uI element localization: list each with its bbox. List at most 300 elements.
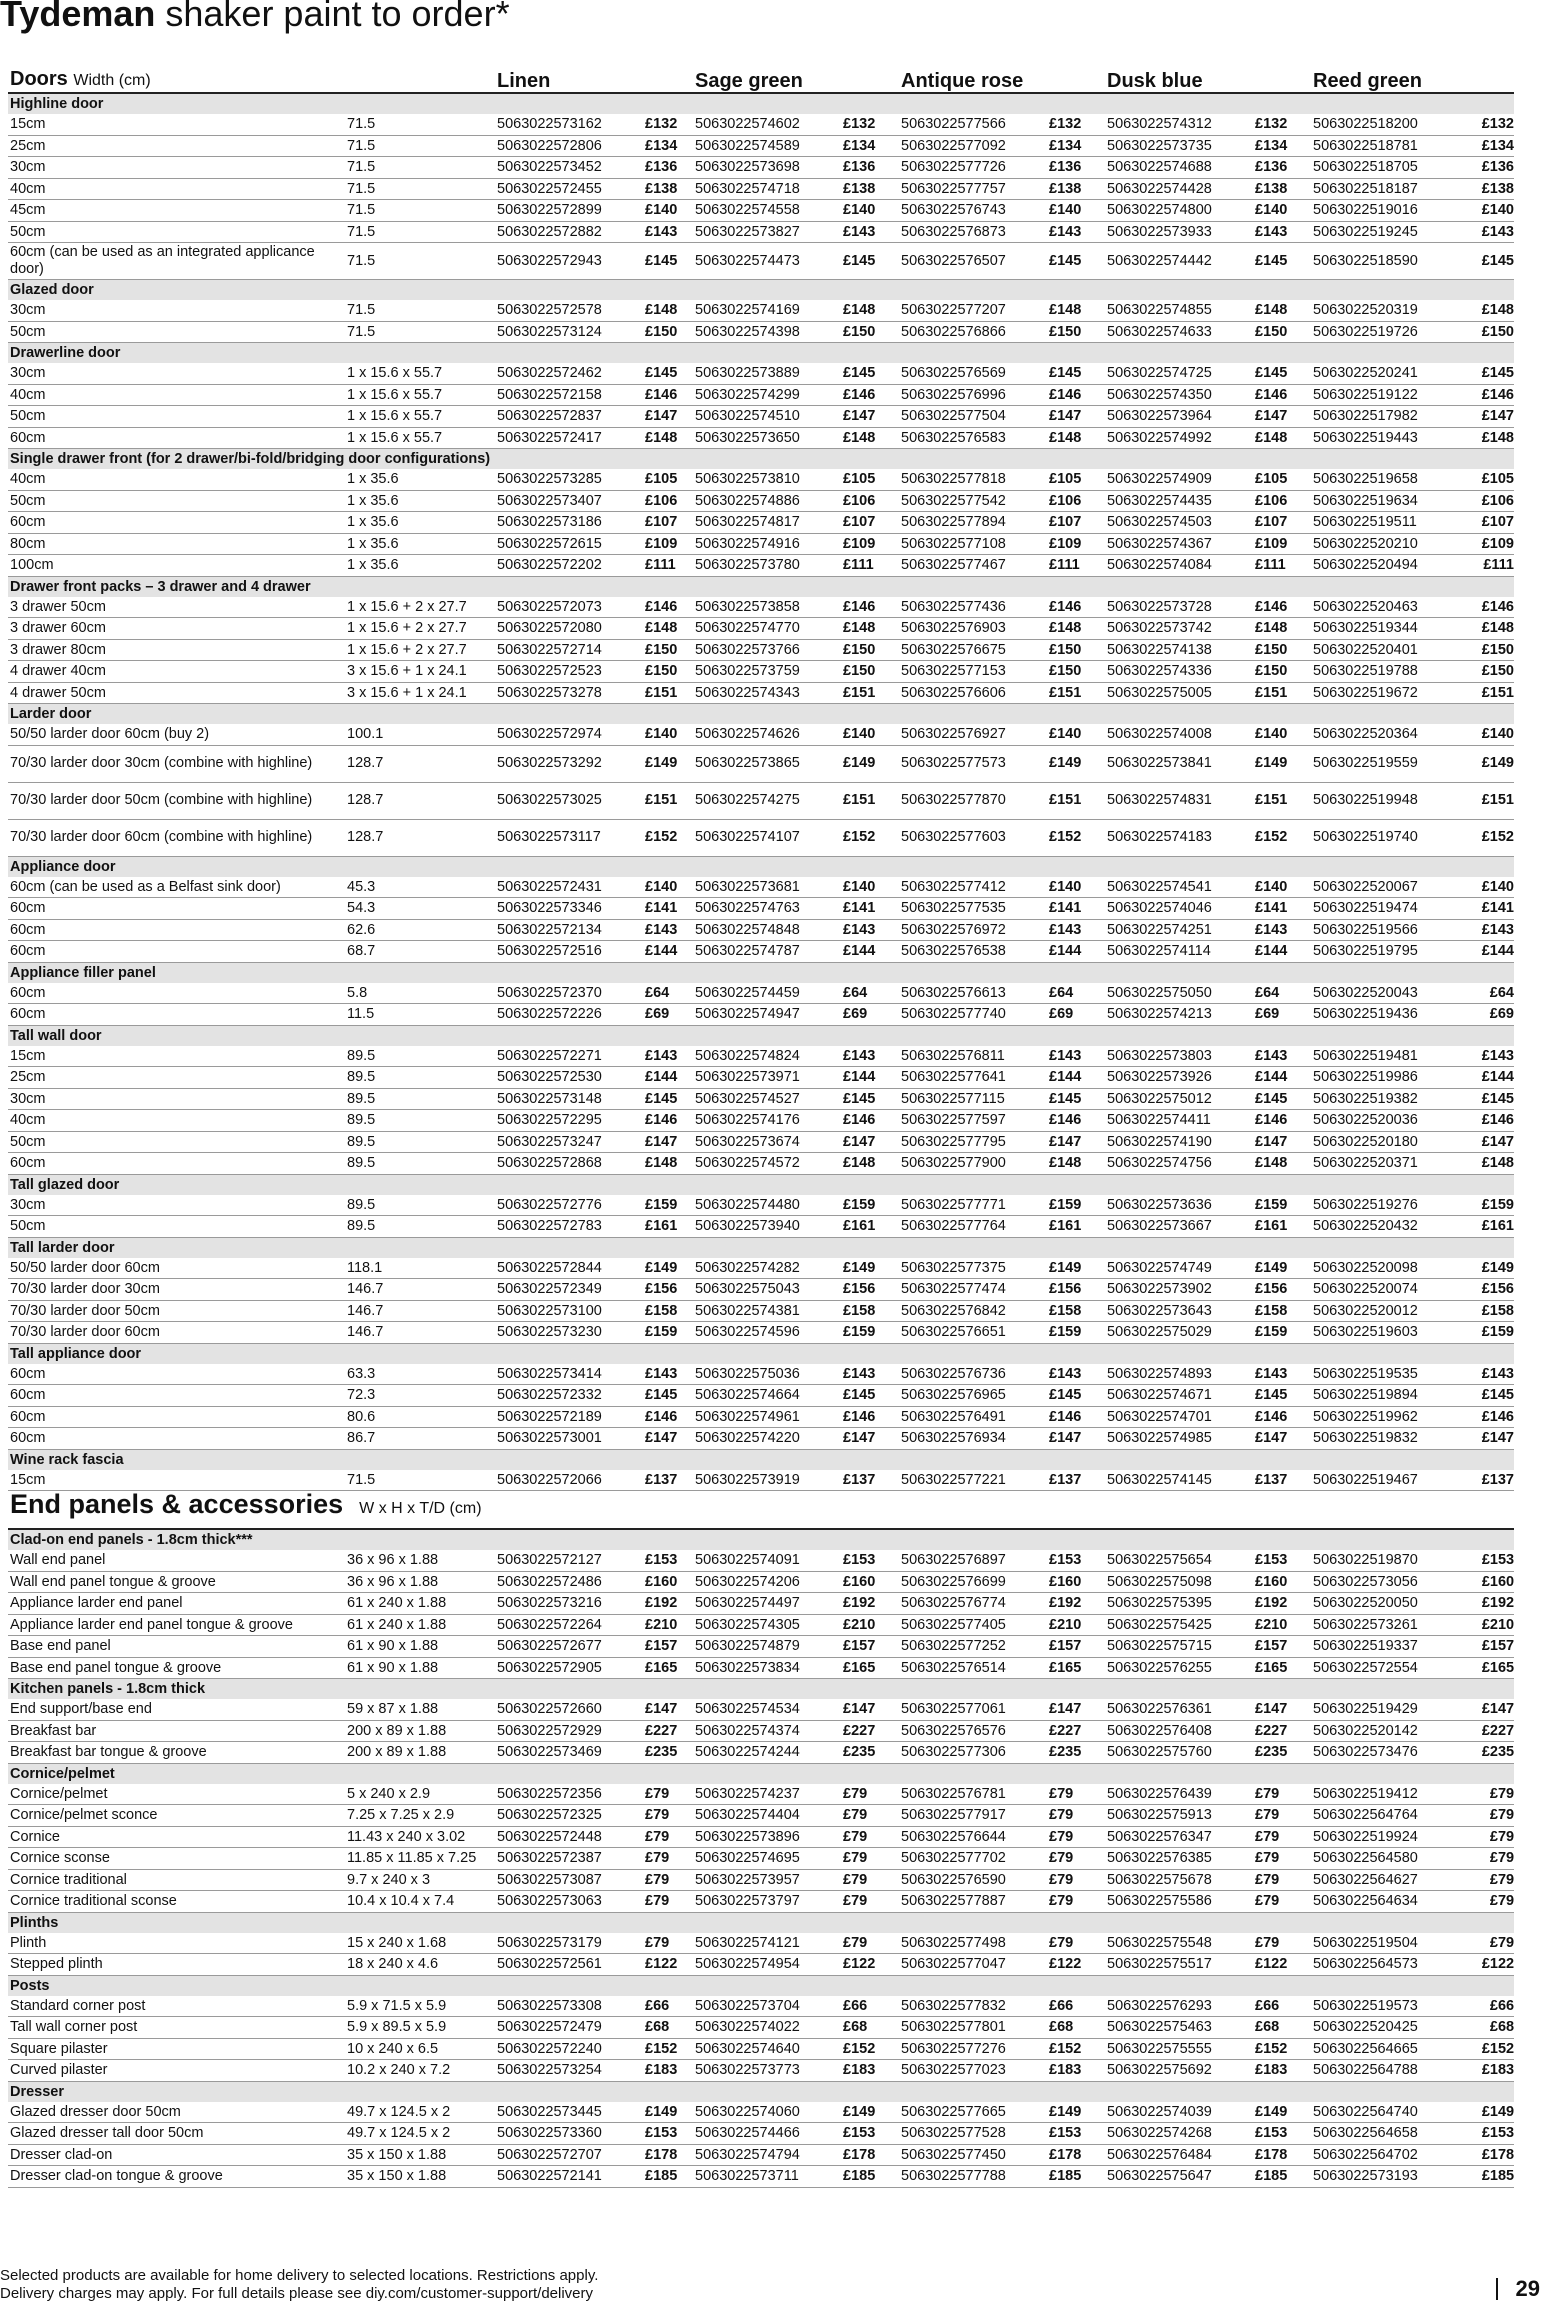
product-name: 50cm: [8, 321, 345, 343]
product-name: 70/30 larder door 30cm (combine with highline): [8, 745, 345, 782]
ean-code: 5063022573148: [495, 1088, 643, 1110]
ean-code: 5063022518705: [1311, 157, 1459, 179]
price: £147: [1459, 1699, 1514, 1720]
ean-code: 5063022576965: [899, 1385, 1047, 1407]
ean-code: 5063022573704: [693, 1996, 841, 2017]
price: £145: [1253, 1385, 1311, 1407]
product-name: 3 drawer 60cm: [8, 618, 345, 640]
ean-code: 5063022577894: [899, 512, 1047, 534]
ean-code: 5063022572189: [495, 1406, 643, 1428]
price: £105: [1047, 469, 1105, 490]
price: £132: [1253, 114, 1311, 135]
ean-code: 5063022572882: [495, 221, 643, 243]
ean-code: 5063022575463: [1105, 2017, 1253, 2039]
ean-code: 5063022574473: [693, 243, 841, 280]
ean-code: 5063022519504: [1311, 1933, 1459, 1954]
ean-code: 5063022572417: [495, 427, 643, 449]
price: £66: [643, 1996, 693, 2017]
product-name: 60cm: [8, 1153, 345, 1175]
ean-code: 5063022577436: [899, 597, 1047, 618]
dimension: 11.85 x 11.85 x 7.25: [345, 1848, 495, 1870]
price: £109: [643, 533, 693, 555]
ean-code: 5063022574046: [1105, 898, 1253, 920]
ean-code: 5063022574558: [693, 200, 841, 222]
section-header: [8, 962, 1514, 983]
price: £147: [841, 1131, 899, 1153]
price: £148: [1253, 1153, 1311, 1175]
ean-code: 5063022574251: [1105, 919, 1253, 941]
table-row: [8, 363, 1514, 384]
dimension: 1 x 35.6: [345, 533, 495, 555]
price: £192: [1047, 1593, 1105, 1615]
product-name: Tall wall corner post: [8, 2017, 345, 2039]
dimension: 35 x 150 x 1.88: [345, 2166, 495, 2188]
price: £146: [643, 384, 693, 406]
price: £153: [1047, 2123, 1105, 2145]
price: £79: [1253, 1826, 1311, 1848]
price: £79: [1047, 1891, 1105, 1913]
ean-code: 5063022572431: [495, 877, 643, 898]
ean-code: 5063022520401: [1311, 639, 1459, 661]
ean-code: 5063022574664: [693, 1385, 841, 1407]
dimension: 71.5: [345, 200, 495, 222]
ean-code: 5063022574831: [1105, 782, 1253, 819]
price: £178: [1253, 2144, 1311, 2166]
table-row: [8, 1385, 1514, 1407]
ean-code: 5063022573247: [495, 1131, 643, 1153]
dimension: 1 x 15.6 x 55.7: [345, 384, 495, 406]
ean-code: 5063022577641: [899, 1067, 1047, 1089]
ean-code: 5063022576385: [1105, 1848, 1253, 1870]
price: £79: [1459, 1826, 1514, 1848]
ean-code: 5063022573674: [693, 1131, 841, 1153]
ean-code: 5063022572141: [495, 2166, 643, 2188]
price: £136: [1459, 157, 1514, 179]
price: £79: [1459, 1784, 1514, 1805]
price: £143: [1459, 919, 1514, 941]
ean-code: 5063022574206: [693, 1571, 841, 1593]
product-name: Appliance larder end panel: [8, 1593, 345, 1615]
dimension: 49.7 x 124.5 x 2: [345, 2123, 495, 2145]
ean-code: 5063022574428: [1105, 178, 1253, 200]
ean-code: 5063022573650: [693, 427, 841, 449]
table-row: [8, 135, 1514, 157]
ean-code: 5063022573117: [495, 819, 643, 856]
ean-code: 5063022574596: [693, 1322, 841, 1344]
price: £159: [643, 1195, 693, 1216]
price: £106: [841, 490, 899, 512]
price: £145: [1047, 1088, 1105, 1110]
table-row: [8, 1720, 1514, 1742]
ean-code: 5063022573896: [693, 1826, 841, 1848]
price: £157: [1253, 1636, 1311, 1658]
price: £147: [1047, 1131, 1105, 1153]
price: £147: [1253, 1699, 1311, 1720]
ean-code: 5063022574237: [693, 1784, 841, 1805]
ean-code: 5063022520364: [1311, 724, 1459, 745]
dimension: 71.5: [345, 114, 495, 135]
ean-code: 5063022574442: [1105, 243, 1253, 280]
ean-code: 5063022574787: [693, 941, 841, 963]
price: £148: [1459, 427, 1514, 449]
table-row: [8, 2060, 1514, 2082]
price: £165: [841, 1657, 899, 1679]
price: £150: [841, 661, 899, 683]
price: £210: [643, 1614, 693, 1636]
section-title: Wine rack fascia: [8, 1449, 1514, 1470]
price: £145: [1253, 363, 1311, 384]
product-name: Appliance larder end panel tongue & groove: [8, 1614, 345, 1636]
price: £147: [1253, 1428, 1311, 1450]
table-row: [8, 2102, 1514, 2123]
price: £64: [1047, 983, 1105, 1004]
table-row: [8, 221, 1514, 243]
section-header: [8, 1025, 1514, 1046]
ean-code: 5063022573452: [495, 157, 643, 179]
ean-code: 5063022576842: [899, 1300, 1047, 1322]
price: £109: [1253, 533, 1311, 555]
ean-code: 5063022573735: [1105, 135, 1253, 157]
price: £161: [1459, 1216, 1514, 1238]
dimension: 146.7: [345, 1300, 495, 1322]
ean-code: 5063022574503: [1105, 512, 1253, 534]
price: £79: [1459, 1891, 1514, 1913]
ean-code: 5063022575678: [1105, 1869, 1253, 1891]
price: £79: [1253, 1891, 1311, 1913]
product-name: 15cm: [8, 114, 345, 135]
price: £134: [841, 135, 899, 157]
ean-code: 5063022520371: [1311, 1153, 1459, 1175]
ean-code: 5063022520319: [1311, 300, 1459, 321]
price: £183: [1459, 2060, 1514, 2082]
product-name: 40cm: [8, 384, 345, 406]
dimension: 11.5: [345, 1004, 495, 1026]
dimension: 7.25 x 7.25 x 2.9: [345, 1805, 495, 1827]
ean-code: 5063022573360: [495, 2123, 643, 2145]
ean-code: 5063022576866: [899, 321, 1047, 343]
ean-code: 5063022576538: [899, 941, 1047, 963]
price: £109: [841, 533, 899, 555]
endpanels-heading: End panels & accessories W x H x T/D (cm): [8, 1484, 1514, 1529]
ean-code: 5063022573308: [495, 1996, 643, 2017]
price: £79: [841, 1933, 899, 1954]
ean-code: 5063022564702: [1311, 2144, 1459, 2166]
price: £137: [643, 1470, 693, 1491]
price: £149: [643, 2102, 693, 2123]
price: £145: [841, 1385, 899, 1407]
table-row: [8, 1153, 1514, 1175]
ean-code: 5063022576491: [899, 1406, 1047, 1428]
dimension: 5 x 240 x 2.9: [345, 1784, 495, 1805]
price: £147: [643, 406, 693, 428]
ean-code: 5063022572707: [495, 2144, 643, 2166]
dimension: 72.3: [345, 1385, 495, 1407]
price: £192: [1459, 1593, 1514, 1615]
price: £138: [841, 178, 899, 200]
price: £149: [1047, 1258, 1105, 1279]
product-name: Breakfast bar tongue & groove: [8, 1742, 345, 1764]
ean-code: 5063022564788: [1311, 2060, 1459, 2082]
dimension: 1 x 35.6: [345, 469, 495, 490]
ean-code: 5063022572387: [495, 1848, 643, 1870]
table-row: [8, 1279, 1514, 1301]
ean-code: 5063022564573: [1311, 1954, 1459, 1976]
ean-code: 5063022575098: [1105, 1571, 1253, 1593]
price: £143: [841, 221, 899, 243]
price: £79: [643, 1805, 693, 1827]
price: £79: [1253, 1805, 1311, 1827]
ean-code: 5063022576927: [899, 724, 1047, 745]
section-title: Highline door: [8, 93, 1514, 114]
product-name: 50cm: [8, 406, 345, 428]
table-row: [8, 1258, 1514, 1279]
price: £136: [841, 157, 899, 179]
price: £146: [1253, 384, 1311, 406]
price: £157: [841, 1636, 899, 1658]
ean-code: 5063022574534: [693, 1699, 841, 1720]
section-title: Drawerline door: [8, 343, 1514, 364]
product-name: Square pilaster: [8, 2038, 345, 2060]
price: £150: [643, 321, 693, 343]
dimension: 1 x 15.6 x 55.7: [345, 406, 495, 428]
price: £132: [1047, 114, 1105, 135]
ean-code: 5063022574961: [693, 1406, 841, 1428]
dimension: 1 x 15.6 x 55.7: [345, 363, 495, 384]
dimension: 100.1: [345, 724, 495, 745]
product-name: 4 drawer 40cm: [8, 661, 345, 683]
price: £122: [643, 1954, 693, 1976]
price: £143: [1047, 221, 1105, 243]
ean-code: 5063022564634: [1311, 1891, 1459, 1913]
price: £106: [1459, 490, 1514, 512]
ean-code: 5063022572783: [495, 1216, 643, 1238]
ean-code: 5063022576576: [899, 1720, 1047, 1742]
price: £156: [1253, 1279, 1311, 1301]
ean-code: 5063022577702: [899, 1848, 1047, 1870]
ean-code: 5063022574770: [693, 618, 841, 640]
price: £192: [643, 1593, 693, 1615]
ean-code: 5063022574695: [693, 1848, 841, 1870]
price: £185: [1253, 2166, 1311, 2188]
ean-code: 5063022574718: [693, 178, 841, 200]
ean-code: 5063022577450: [899, 2144, 1047, 2166]
price: £140: [841, 200, 899, 222]
ean-code: 5063022572356: [495, 1784, 643, 1805]
price: £79: [841, 1848, 899, 1870]
ean-code: 5063022577252: [899, 1636, 1047, 1658]
doors-header-row: [8, 50, 1514, 93]
ean-code: 5063022519894: [1311, 1385, 1459, 1407]
price: £235: [841, 1742, 899, 1764]
ean-code: 5063022572660: [495, 1699, 643, 1720]
price: £79: [1459, 1869, 1514, 1891]
title-text: shaker paint to order*: [155, 0, 510, 34]
table-row: [8, 2017, 1514, 2039]
price: £64: [841, 983, 899, 1004]
price: £146: [1459, 1110, 1514, 1132]
price: £64: [1459, 983, 1514, 1004]
price: £143: [643, 1364, 693, 1385]
dimension: 5.8: [345, 983, 495, 1004]
price: £143: [1253, 1046, 1311, 1067]
product-name: 50cm: [8, 221, 345, 243]
ean-code: 5063022574268: [1105, 2123, 1253, 2145]
price: £145: [1047, 243, 1105, 280]
section-header: [8, 704, 1514, 725]
ean-code: 5063022573469: [495, 1742, 643, 1764]
ean-code: 5063022519481: [1311, 1046, 1459, 1067]
section-header: [8, 1529, 1514, 1550]
price: £143: [643, 1046, 693, 1067]
price: £145: [643, 1088, 693, 1110]
price: £79: [1459, 1848, 1514, 1870]
colour-header: Antique rose: [899, 50, 1047, 93]
price: £147: [1047, 406, 1105, 428]
price: £79: [841, 1869, 899, 1891]
ean-code: 5063022574749: [1105, 1258, 1253, 1279]
product-name: 60cm: [8, 1406, 345, 1428]
price: £143: [1253, 1364, 1311, 1385]
price: £148: [1459, 1153, 1514, 1175]
ean-code: 5063022572127: [495, 1550, 643, 1571]
price: £151: [643, 782, 693, 819]
ean-code: 5063022576439: [1105, 1784, 1253, 1805]
price: £69: [1459, 1004, 1514, 1026]
ean-code: 5063022573797: [693, 1891, 841, 1913]
ean-code: 5063022577153: [899, 661, 1047, 683]
ean-code: 5063022574855: [1105, 300, 1253, 321]
section-title: Tall larder door: [8, 1237, 1514, 1258]
dimension: 61 x 90 x 1.88: [345, 1657, 495, 1679]
ean-code: 5063022520494: [1311, 555, 1459, 577]
price: £153: [1253, 1550, 1311, 1571]
dimension: 71.5: [345, 157, 495, 179]
price: £141: [643, 898, 693, 920]
ean-code: 5063022575036: [693, 1364, 841, 1385]
ean-code: 5063022519535: [1311, 1364, 1459, 1385]
price: £178: [841, 2144, 899, 2166]
section-header: [8, 1174, 1514, 1195]
dimension: 89.5: [345, 1067, 495, 1089]
price: £146: [1047, 384, 1105, 406]
price: £147: [1459, 1131, 1514, 1153]
ean-code: 5063022574817: [693, 512, 841, 534]
price: £227: [1047, 1720, 1105, 1742]
product-name: End support/base end: [8, 1699, 345, 1720]
ean-code: 5063022519566: [1311, 919, 1459, 941]
ean-code: 5063022564658: [1311, 2123, 1459, 2145]
ean-code: 5063022574183: [1105, 819, 1253, 856]
ean-code: 5063022576675: [899, 639, 1047, 661]
price: £148: [1047, 300, 1105, 321]
price: £143: [1459, 1364, 1514, 1385]
ean-code: 5063022573230: [495, 1322, 643, 1344]
page-title: [0, 0, 510, 34]
ean-code: 5063022574824: [693, 1046, 841, 1067]
ean-code: 5063022519788: [1311, 661, 1459, 683]
table-row: [8, 898, 1514, 920]
ean-code: 5063022577474: [899, 1279, 1047, 1301]
table-row: [8, 200, 1514, 222]
price: £141: [1047, 898, 1105, 920]
table-row: [8, 2144, 1514, 2166]
colour-header: Reed green: [1311, 50, 1459, 93]
price: £152: [1047, 2038, 1105, 2060]
ean-code: 5063022520142: [1311, 1720, 1459, 1742]
table-row: [8, 1891, 1514, 1913]
page-number: 29: [1515, 2276, 1540, 2301]
price: £165: [643, 1657, 693, 1679]
price: £152: [841, 819, 899, 856]
price: £192: [1253, 1593, 1311, 1615]
price: £147: [1047, 1699, 1105, 1720]
dimension: 1 x 35.6: [345, 490, 495, 512]
ean-code: 5063022572073: [495, 597, 643, 618]
table-row: [8, 533, 1514, 555]
dimension: 71.5: [345, 300, 495, 321]
price: £151: [1253, 782, 1311, 819]
price: £137: [1047, 1470, 1105, 1491]
product-name: Glazed dresser door 50cm: [8, 2102, 345, 2123]
ean-code: 5063022576361: [1105, 1699, 1253, 1720]
ean-code: 5063022575654: [1105, 1550, 1253, 1571]
table-row: [8, 1614, 1514, 1636]
dimension: 71.5: [345, 135, 495, 157]
price: £66: [1047, 1996, 1105, 2017]
price: £109: [1459, 533, 1514, 555]
product-name: Cornice/pelmet: [8, 1784, 345, 1805]
ean-code: 5063022573476: [1311, 1742, 1459, 1764]
ean-code: 5063022576484: [1105, 2144, 1253, 2166]
price: £134: [1253, 135, 1311, 157]
price: £159: [841, 1322, 899, 1344]
price: £107: [1047, 512, 1105, 534]
ean-code: 5063022572974: [495, 724, 643, 745]
price: £145: [841, 363, 899, 384]
ean-code: 5063022577788: [899, 2166, 1047, 2188]
table-row: [8, 1550, 1514, 1571]
ean-code: 5063022574336: [1105, 661, 1253, 683]
ean-code: 5063022577597: [899, 1110, 1047, 1132]
ean-code: 5063022573056: [1311, 1571, 1459, 1593]
price: £185: [1047, 2166, 1105, 2188]
table-row: [8, 406, 1514, 428]
ean-code: 5063022573681: [693, 877, 841, 898]
section-header: [8, 1975, 1514, 1996]
price: £165: [1459, 1657, 1514, 1679]
price: £111: [643, 555, 693, 577]
section-title: Kitchen panels - 1.8cm thick: [8, 1679, 1514, 1700]
ean-code: 5063022519382: [1311, 1088, 1459, 1110]
ean-code: 5063022577412: [899, 877, 1047, 898]
table-row: [8, 1406, 1514, 1428]
product-name: Breakfast bar: [8, 1720, 345, 1742]
section-header: [8, 449, 1514, 470]
ean-code: 5063022520210: [1311, 533, 1459, 555]
ean-code: 5063022573865: [693, 745, 841, 782]
ean-code: 5063022519436: [1311, 1004, 1459, 1026]
price: £141: [1459, 898, 1514, 920]
price: £79: [643, 1869, 693, 1891]
ean-code: 5063022572349: [495, 1279, 643, 1301]
price: £150: [841, 321, 899, 343]
price: £140: [1253, 724, 1311, 745]
ean-code: 5063022574220: [693, 1428, 841, 1450]
table-row: [8, 1954, 1514, 1976]
ean-code: 5063022574084: [1105, 555, 1253, 577]
price: £158: [1253, 1300, 1311, 1322]
price: £144: [643, 1067, 693, 1089]
